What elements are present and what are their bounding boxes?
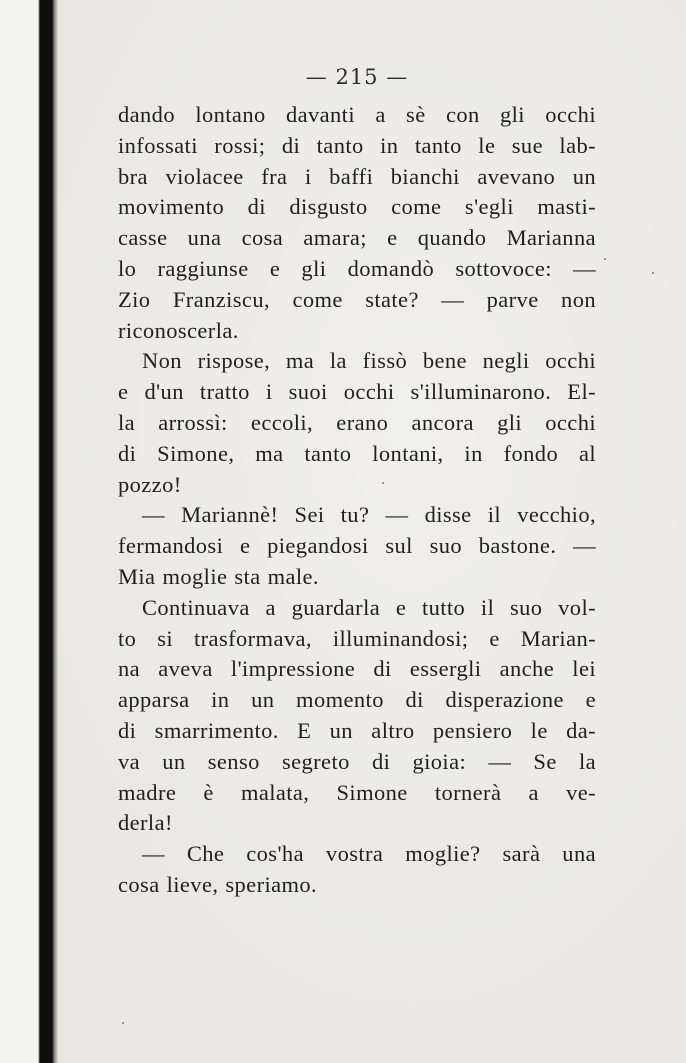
text-line: apparsa in un momento di disperazione e (118, 687, 596, 713)
text-line: bra violacee fra i baffi bianchi avevano un (118, 163, 596, 189)
paper-speck (382, 482, 384, 484)
text-line: — Mariannè! Sei tu? — disse il vecchio, (142, 502, 596, 528)
text-block (118, 62, 596, 901)
paper-speck (122, 1022, 124, 1024)
text-line: di smarrimento. E un altro pensiero le da- (118, 717, 596, 743)
text-line: madre è malata, Simone tornerà a ve- (118, 779, 596, 805)
text-line: infossati rossi; di tanto in tanto le sue lab- (118, 132, 596, 158)
text-line: cosa lieve, speriamo. (118, 871, 318, 897)
text-line: dando lontano davanti a sè con gli occhi (118, 102, 596, 127)
page-number: — 215 — (305, 65, 409, 89)
text-line: Zio Franziscu, come state? — parve non (118, 286, 596, 312)
book-spine-shadow (0, 0, 58, 1063)
text-line: Mia moglie sta male. (118, 563, 319, 589)
text-line: e d'un tratto i suoi occhi s'illuminarono. El- (118, 379, 596, 405)
text-line: Continuava a guardarla e tutto il suo vol- (142, 594, 596, 620)
text-line: riconoscerla. (118, 317, 239, 343)
text-line: casse una cosa amara; e quando Marianna (118, 225, 596, 251)
text-line: lo raggiunse e gli domandò sottovoce: — (118, 255, 596, 281)
text-line: — Che cos'ha vostra moglie? sarà una (142, 841, 596, 867)
text-line: movimento di disgusto come s'egli masti- (118, 194, 596, 220)
paper-speck (604, 258, 606, 260)
text-line: na aveva l'impressione di essergli anche lei (118, 656, 596, 682)
text-line: to si trasformava, illuminandosi; e Marian- (118, 625, 596, 651)
text-line: fermandosi e piegandosi sul suo bastone. — (118, 533, 596, 559)
paper-speck (652, 272, 654, 274)
body-text (118, 100, 596, 901)
text-line: la arrossì: eccoli, erano ancora gli occhi (118, 409, 596, 435)
text-line: pozzo! (118, 471, 182, 497)
text-line: di Simone, ma tanto lontani, in fondo al (118, 440, 596, 466)
text-line: Non rispose, ma la fissò bene negli occhi (142, 348, 596, 374)
text-line: va un senso segreto di gioia: — Se la (118, 748, 596, 774)
text-line: derla! (118, 810, 173, 836)
